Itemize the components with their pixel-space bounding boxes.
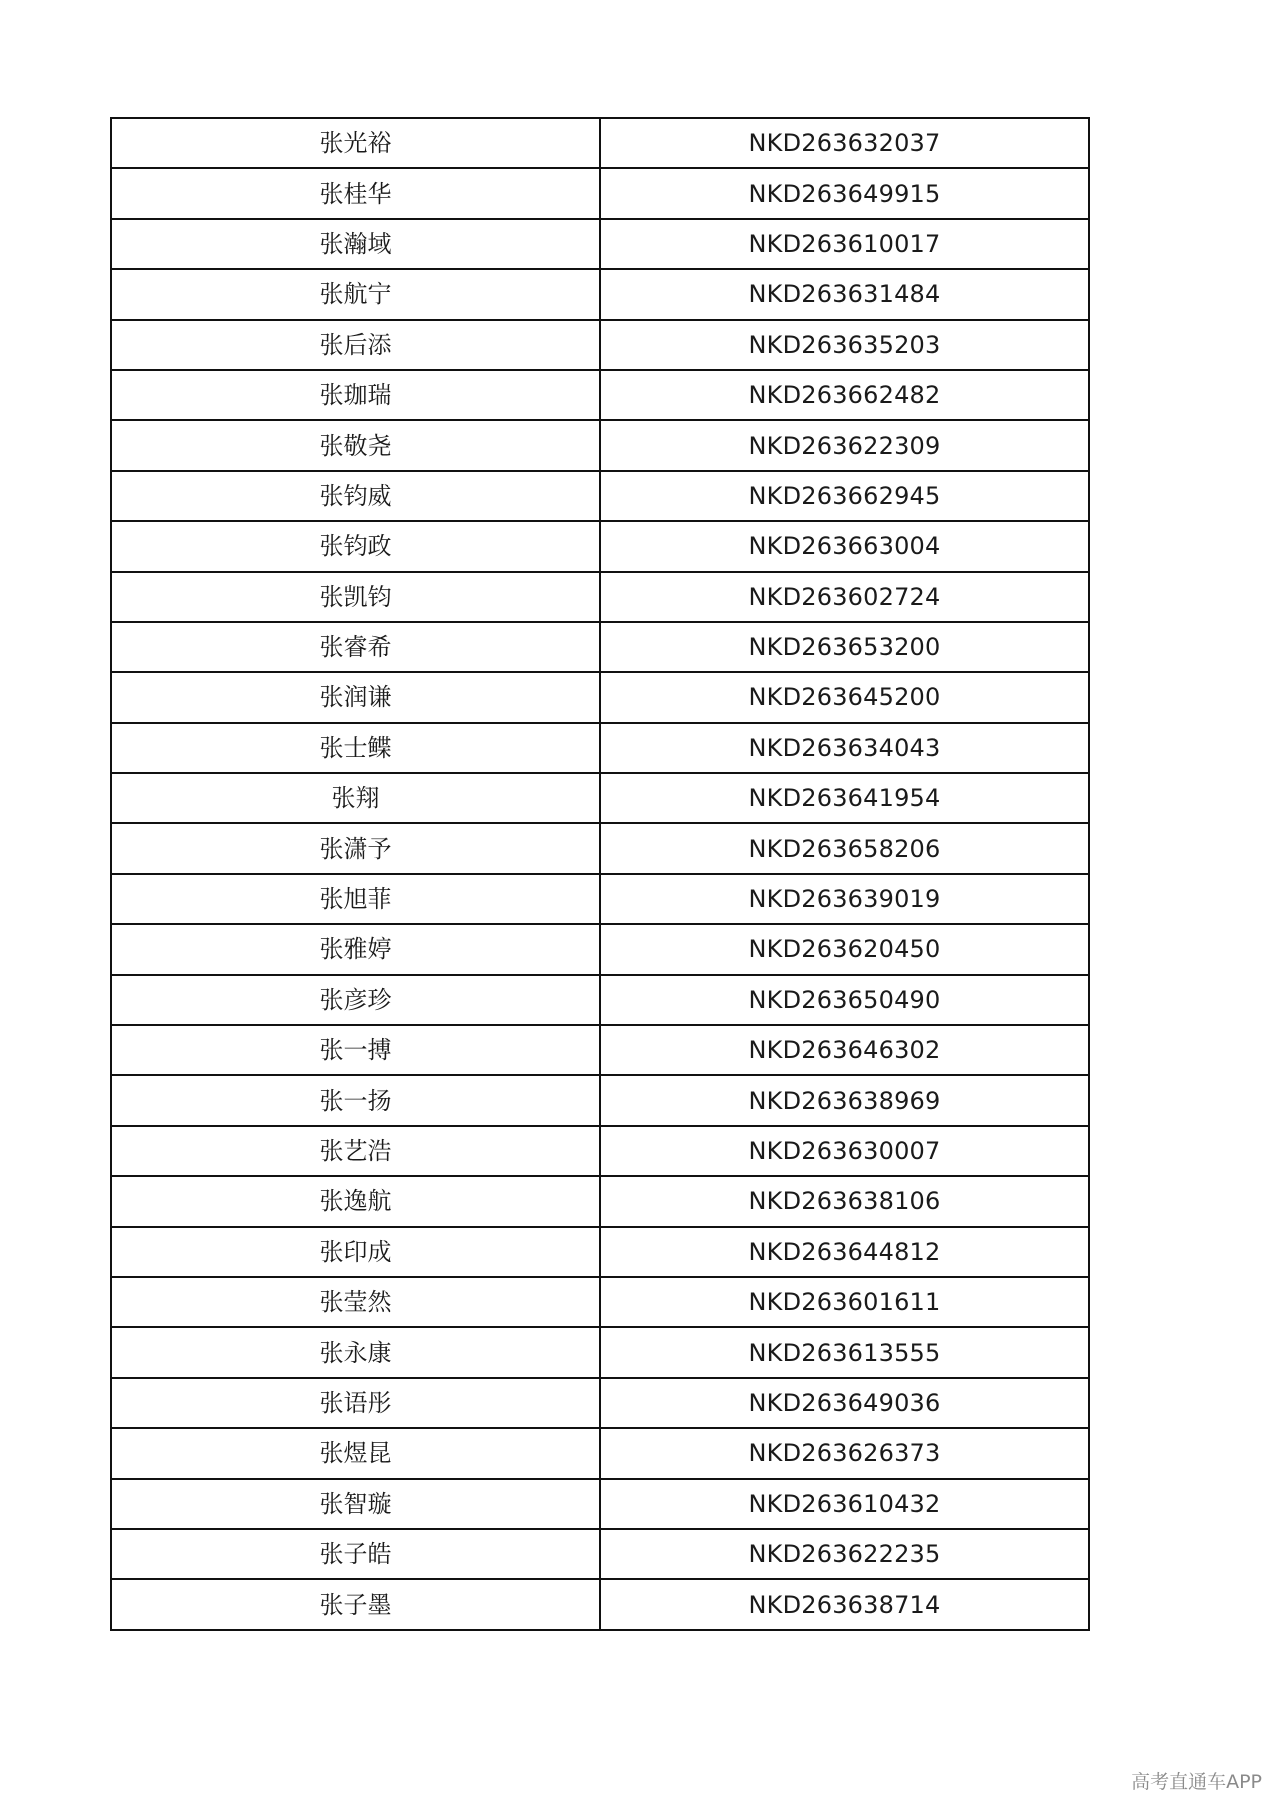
table-row bbox=[111, 320, 1089, 370]
table-row bbox=[111, 269, 1089, 319]
table-row bbox=[111, 1025, 1089, 1075]
table-row bbox=[111, 723, 1089, 773]
student-name-cell: 张莹然 bbox=[111, 1277, 600, 1327]
student-id-cell: NKD263650490 bbox=[600, 975, 1089, 1025]
student-id-cell: NKD263649036 bbox=[600, 1378, 1089, 1428]
student-name-cell: 张凯钧 bbox=[111, 572, 600, 622]
table-row bbox=[111, 118, 1089, 168]
name-id-table bbox=[110, 117, 1090, 1631]
student-id-cell: NKD263641954 bbox=[600, 773, 1089, 823]
student-name-cell: 张士鲽 bbox=[111, 723, 600, 773]
table-row bbox=[111, 1579, 1089, 1629]
table-row bbox=[111, 1327, 1089, 1377]
table-row bbox=[111, 1479, 1089, 1529]
student-name-cell: 张旭菲 bbox=[111, 874, 600, 924]
student-id-cell: NKD263658206 bbox=[600, 823, 1089, 873]
student-id-cell: NKD263626373 bbox=[600, 1428, 1089, 1478]
table-row bbox=[111, 471, 1089, 521]
table-row bbox=[111, 1075, 1089, 1125]
table-row bbox=[111, 219, 1089, 269]
table-body bbox=[111, 118, 1089, 1630]
table-row bbox=[111, 823, 1089, 873]
student-id-cell: NKD263620450 bbox=[600, 924, 1089, 974]
student-name-cell: 张子皓 bbox=[111, 1529, 600, 1579]
student-id-cell: NKD263653200 bbox=[600, 622, 1089, 672]
student-id-cell: NKD263610432 bbox=[600, 1479, 1089, 1529]
student-name-cell: 张钧威 bbox=[111, 471, 600, 521]
student-name-cell: 张敬尧 bbox=[111, 420, 600, 470]
student-id-cell: NKD263662945 bbox=[600, 471, 1089, 521]
student-name-cell: 张逸航 bbox=[111, 1176, 600, 1226]
student-name-cell: 张润谦 bbox=[111, 672, 600, 722]
student-id-cell: NKD263622235 bbox=[600, 1529, 1089, 1579]
student-name-cell: 张珈瑞 bbox=[111, 370, 600, 420]
table-row bbox=[111, 1126, 1089, 1176]
student-id-cell: NKD263630007 bbox=[600, 1126, 1089, 1176]
student-id-cell: NKD263634043 bbox=[600, 723, 1089, 773]
table-row bbox=[111, 773, 1089, 823]
student-id-cell: NKD263662482 bbox=[600, 370, 1089, 420]
student-name-cell: 张子墨 bbox=[111, 1579, 600, 1629]
watermark-text: 高考直通车APP bbox=[1131, 1771, 1262, 1793]
table-row bbox=[111, 572, 1089, 622]
student-name-cell: 张光裕 bbox=[111, 118, 600, 168]
student-id-cell: NKD263602724 bbox=[600, 572, 1089, 622]
student-name-cell: 张睿希 bbox=[111, 622, 600, 672]
student-name-cell: 张雅婷 bbox=[111, 924, 600, 974]
student-name-cell: 张一搏 bbox=[111, 1025, 600, 1075]
student-name-cell: 张翔 bbox=[111, 773, 600, 823]
table-row bbox=[111, 420, 1089, 470]
student-id-cell: NKD263622309 bbox=[600, 420, 1089, 470]
student-name-cell: 张瀚域 bbox=[111, 219, 600, 269]
student-id-cell: NKD263663004 bbox=[600, 521, 1089, 571]
student-id-cell: NKD263638969 bbox=[600, 1075, 1089, 1125]
student-id-cell: NKD263631484 bbox=[600, 269, 1089, 319]
table-row bbox=[111, 1428, 1089, 1478]
student-name-cell: 张彦珍 bbox=[111, 975, 600, 1025]
student-name-cell: 张潇予 bbox=[111, 823, 600, 873]
table-row bbox=[111, 975, 1089, 1025]
table-row bbox=[111, 672, 1089, 722]
student-name-cell: 张永康 bbox=[111, 1327, 600, 1377]
student-id-cell: NKD263639019 bbox=[600, 874, 1089, 924]
student-id-cell: NKD263601611 bbox=[600, 1277, 1089, 1327]
student-id-cell: NKD263638106 bbox=[600, 1176, 1089, 1226]
student-id-cell: NKD263645200 bbox=[600, 672, 1089, 722]
table-row bbox=[111, 521, 1089, 571]
table-row bbox=[111, 168, 1089, 218]
student-name-cell: 张煜昆 bbox=[111, 1428, 600, 1478]
table-row bbox=[111, 370, 1089, 420]
student-name-cell: 张一扬 bbox=[111, 1075, 600, 1125]
student-id-cell: NKD263632037 bbox=[600, 118, 1089, 168]
student-name-cell: 张桂华 bbox=[111, 168, 600, 218]
table-row bbox=[111, 1277, 1089, 1327]
student-name-cell: 张印成 bbox=[111, 1227, 600, 1277]
student-name-cell: 张航宁 bbox=[111, 269, 600, 319]
student-name-cell: 张语彤 bbox=[111, 1378, 600, 1428]
table-row bbox=[111, 622, 1089, 672]
table-row bbox=[111, 1176, 1089, 1226]
student-id-cell: NKD263649915 bbox=[600, 168, 1089, 218]
student-id-cell: NKD263644812 bbox=[600, 1227, 1089, 1277]
table-row bbox=[111, 1227, 1089, 1277]
student-id-cell: NKD263638714 bbox=[600, 1579, 1089, 1629]
student-name-cell: 张后添 bbox=[111, 320, 600, 370]
table-row bbox=[111, 874, 1089, 924]
student-id-cell: NKD263635203 bbox=[600, 320, 1089, 370]
table-row bbox=[111, 1529, 1089, 1579]
student-name-cell: 张艺浩 bbox=[111, 1126, 600, 1176]
student-name-cell: 张钧政 bbox=[111, 521, 600, 571]
table-row bbox=[111, 1378, 1089, 1428]
student-id-cell: NKD263646302 bbox=[600, 1025, 1089, 1075]
student-name-cell: 张智璇 bbox=[111, 1479, 600, 1529]
table-row bbox=[111, 924, 1089, 974]
student-id-cell: NKD263613555 bbox=[600, 1327, 1089, 1377]
student-id-cell: NKD263610017 bbox=[600, 219, 1089, 269]
